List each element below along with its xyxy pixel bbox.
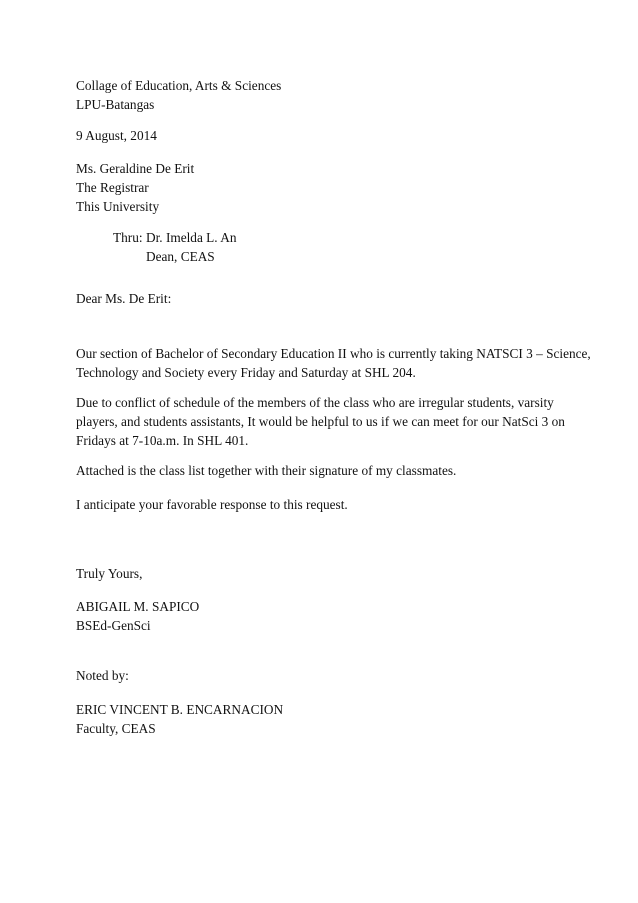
salutation-block <box>76 289 171 308</box>
sender-line-1: Collage of Education, Arts & Sciences <box>76 78 282 93</box>
thru-label: Thru: <box>113 230 143 245</box>
noted-label: Noted by: <box>76 668 129 683</box>
salutation: Dear Ms. De Erit: <box>76 291 172 306</box>
sender-block <box>76 76 281 114</box>
recipient-title: The Registrar <box>76 180 149 195</box>
paragraph-line: I anticipate your favorable response to this request. <box>76 497 348 512</box>
paragraph-line: players, and students assistants, It would be helpful to us if we can meet for our NatSci 3 on <box>76 414 565 429</box>
recipient-block <box>76 159 194 216</box>
date-block <box>76 126 157 145</box>
paragraph-line: Our section of Bachelor of Secondary Education II who is currently taking NATSCI 3 – Science, <box>76 346 591 361</box>
paragraph-line: Due to conflict of schedule of the members of the class who are irregular students, varsity <box>76 395 554 410</box>
thru-name: Dr. Imelda L. An <box>146 230 237 245</box>
recipient-org: This University <box>76 199 160 214</box>
body-paragraph-2 <box>76 393 565 450</box>
letter-date: 9 August, 2014 <box>76 128 157 143</box>
paragraph-line: Technology and Society every Friday and Saturday at SHL 204. <box>76 365 416 380</box>
signatory-title: BSEd-GenSci <box>76 618 151 633</box>
sender-line-2: LPU-Batangas <box>76 97 155 112</box>
body-paragraph-1 <box>76 344 591 382</box>
thru-title: Dean, CEAS <box>146 249 215 264</box>
closing: Truly Yours, <box>76 566 143 581</box>
noter-block <box>76 700 283 738</box>
body-paragraph-4 <box>76 495 348 514</box>
thru-block <box>76 228 236 266</box>
signatory-block <box>76 597 199 635</box>
paragraph-line: Attached is the class list together with their signature of my classmates. <box>76 463 457 478</box>
body-paragraph-3 <box>76 461 456 480</box>
recipient-name: Ms. Geraldine De Erit <box>76 161 195 176</box>
closing-block <box>76 564 142 583</box>
noter-name: ERIC VINCENT B. ENCARNACION <box>76 702 284 717</box>
signatory-name: ABIGAIL M. SAPICO <box>76 599 200 614</box>
noter-title: Faculty, CEAS <box>76 721 156 736</box>
paragraph-line: Fridays at 7-10a.m. In SHL 401. <box>76 433 249 448</box>
noted-block <box>76 666 129 685</box>
